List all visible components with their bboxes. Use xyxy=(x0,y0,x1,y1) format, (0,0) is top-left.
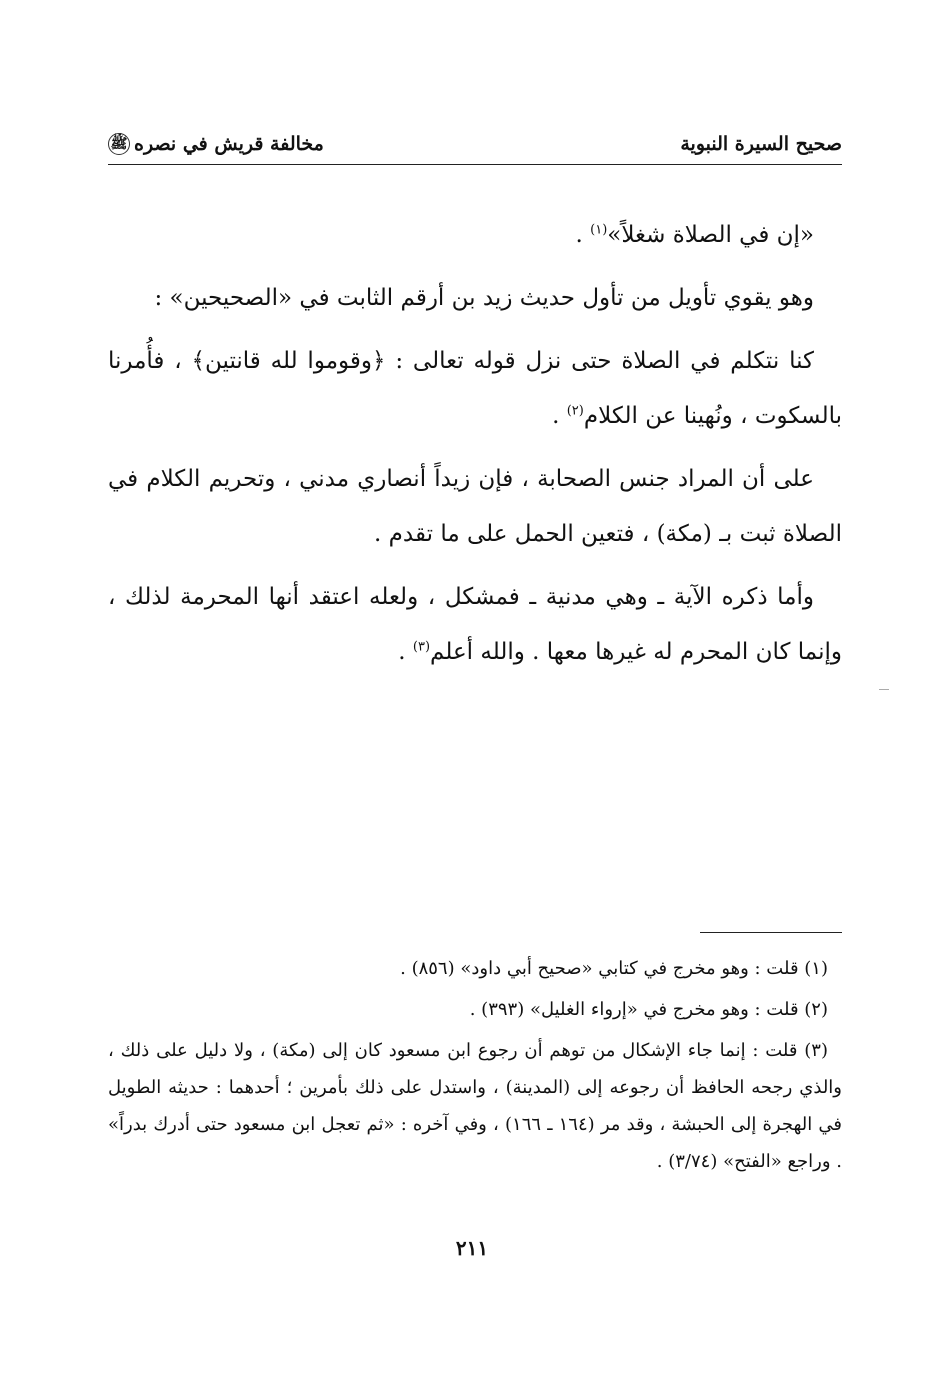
paragraph-tail: . xyxy=(575,222,591,248)
paragraph-text: على أن المراد جنس الصحابة ، فإن زيداً أنصاري مدني ، وتحريم الكلام في الصلاة ثبت بـ (مكة) ، فتعين الحمل على ما تقدم . xyxy=(108,466,842,547)
paragraph xyxy=(108,570,842,680)
footnote-ref[interactable]: (١) xyxy=(590,222,608,238)
chapter-title-group xyxy=(108,133,324,155)
scan-mark xyxy=(879,689,889,690)
paragraph xyxy=(108,334,842,444)
paragraph-text: كنا نتكلم في الصلاة حتى نزل قوله تعالى : ﴿وقوموا لله قانتين﴾ ، فأُمرنا بالسكوت ، ونُهينا عن الكلام xyxy=(108,348,842,429)
paragraph xyxy=(108,452,842,562)
footnote-separator xyxy=(700,932,842,933)
paragraph-text: وأما ذكره الآية ـ وهي مدنية ـ فمشكل ، ولعله اعتقد أنها المحرمة لذلك ، وإنما كان المحرم له غيرها معها . والله أعلم xyxy=(108,584,842,665)
footnote-ref[interactable]: (٣) xyxy=(412,639,431,655)
footnote: (٢) قلت : وهو مخرج في «إرواء الغليل» (٣٩٣) . xyxy=(469,999,828,1020)
page-number: ٢١١ xyxy=(455,1236,489,1260)
footnotes xyxy=(108,950,842,1184)
paragraph-tail: . xyxy=(552,403,567,429)
paragraph xyxy=(108,208,842,263)
paragraph-tail: . xyxy=(398,639,413,665)
paragraph xyxy=(108,271,842,326)
paragraph-text: وهو يقوي تأويل من تأول حديث زيد بن أرقم الثابت في «الصحيحين» : xyxy=(154,285,814,311)
paragraph-text: «إن في الصلاة شغلاً» xyxy=(607,222,814,248)
main-text xyxy=(108,208,842,688)
book-title: صحيح السيرة النبوية xyxy=(680,133,842,155)
honorific-icon: ﷺ xyxy=(108,133,130,155)
footnote-ref[interactable]: (٢) xyxy=(566,403,584,419)
running-header xyxy=(108,124,842,165)
chapter-title: مخالفة قريش في نصره xyxy=(134,133,324,155)
footnote: (٣) قلت : إنما جاء الإشكال من توهم أن رجوع ابن مسعود كان إلى (مكة) ، ولا دليل على ذلك ، والذي رجحه الحافظ أن رجوعه إلى (المدينة) ، واستدل على ذلك بأمرين ؛ أحدهما : حديثه الطويل في الهجرة إلى الحبشة ، وقد مر (١٦٤ ـ ١٦٦) ، وفي آخره : «ثم تعجل ابن مسعود حتى أدرك بدراً» . وراجع «الفتح» (٣/٧٤) . xyxy=(108,1040,842,1172)
footnote: (١) قلت : وهو مخرج في كتابي «صحيح أبي داود» (٨٥٦) . xyxy=(400,958,828,979)
